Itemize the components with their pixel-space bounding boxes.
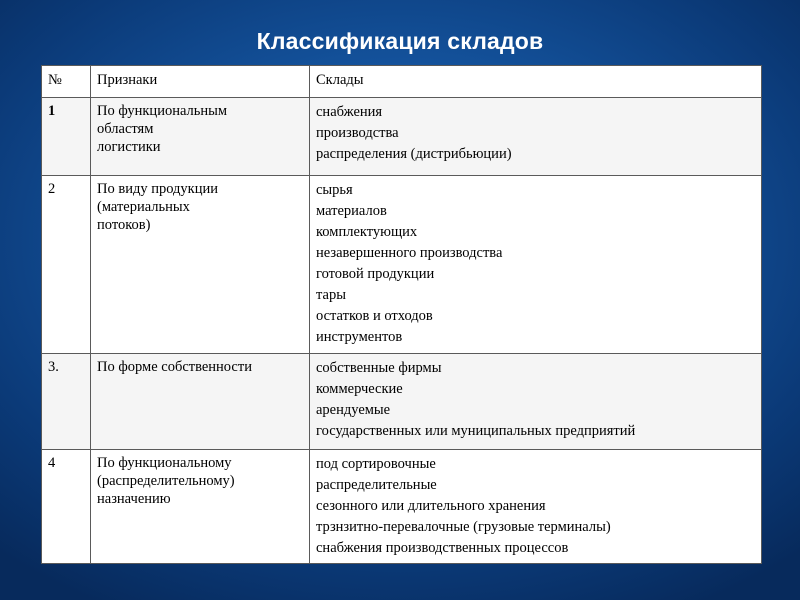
table-row [42, 354, 762, 450]
sign-line: (распределительному) [97, 473, 235, 489]
sign-line: По форме собственности [97, 359, 252, 375]
row-warehouses [310, 450, 762, 564]
warehouse-item: материалов [316, 203, 387, 219]
table-row [42, 450, 762, 564]
warehouse-item: трзнзитно-перевалочные (грузовые терминалы) [316, 519, 611, 535]
warehouse-item: распределительные [316, 477, 437, 493]
warehouse-item: коммерческие [316, 381, 403, 397]
warehouse-item: тары [316, 287, 346, 303]
row-number: 1 [42, 98, 91, 176]
row-number: 4 [42, 450, 91, 564]
warehouse-item: снабжения [316, 104, 383, 120]
table-row [42, 98, 762, 176]
sign-line: потоков) [97, 217, 151, 233]
sign-line: назначению [97, 491, 171, 507]
row-warehouses [310, 98, 762, 176]
row-warehouses [310, 176, 762, 354]
warehouse-item: готовой продукции [316, 266, 435, 282]
warehouse-item: незавершенного производства [316, 245, 503, 261]
sign-line: По виду продукции [97, 181, 218, 197]
slide-title: Классификация складов [256, 28, 544, 54]
warehouse-item: снабжения производственных процессов [316, 540, 569, 556]
header-number: № [42, 66, 91, 98]
header-signs: Признаки [91, 66, 310, 98]
warehouse-item: государственных или муниципальных предприятий [316, 423, 636, 439]
warehouse-item: сырья [316, 182, 353, 198]
sign-line: По функциональным [97, 103, 228, 119]
classification-table [41, 65, 762, 564]
table-header-row [42, 66, 762, 98]
row-sign [91, 176, 310, 354]
sign-line: (материальных [97, 199, 190, 215]
row-sign [91, 354, 310, 450]
warehouse-item: комплектующих [316, 224, 418, 240]
row-sign [91, 98, 310, 176]
row-warehouses [310, 354, 762, 450]
sign-line: логистики [97, 139, 161, 155]
table-row [42, 176, 762, 354]
row-number: 2 [42, 176, 91, 354]
sign-line: По функциональному [97, 455, 232, 471]
sign-line: областям [97, 121, 154, 137]
warehouse-item: собственные фирмы [316, 360, 442, 376]
row-sign [91, 450, 310, 564]
warehouse-item: инструментов [316, 329, 403, 345]
warehouse-item: остатков и отходов [316, 308, 433, 324]
warehouse-item: распределения (дистрибьюции) [316, 146, 512, 162]
warehouse-item: производства [316, 125, 399, 141]
header-warehouses: Склады [310, 66, 762, 98]
warehouse-item: под сортировочные [316, 456, 436, 472]
warehouse-item: сезонного или длительного хранения [316, 498, 546, 514]
warehouse-item: арендуемые [316, 402, 391, 418]
row-number: 3. [42, 354, 91, 450]
